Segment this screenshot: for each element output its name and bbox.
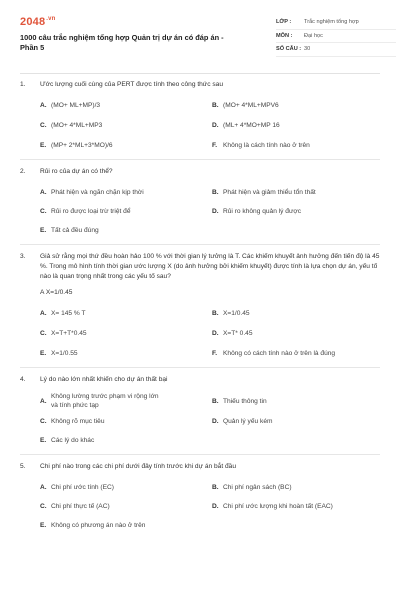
answer-option-c[interactable]: C. Không rõ mục tiêu <box>40 417 105 425</box>
answer-option-d[interactable]: D. Quản lý yếu kém <box>212 417 273 425</box>
question-number: 1. <box>20 81 26 88</box>
meta-key: LỚP : <box>276 19 292 26</box>
answer-option-b[interactable]: B. Phát hiện và giảm thiểu tổn thất <box>212 188 316 196</box>
answer-option-d[interactable]: D. Chi phí ước lượng khi hoàn tất (EAC) <box>212 502 333 510</box>
question-number: 4. <box>20 376 26 383</box>
answer-option-e[interactable]: E. (MP+ 2*ML+3*MO)/6 <box>40 141 113 149</box>
meta-row-class <box>276 16 396 30</box>
question-text: Ước lượng cuối cùng của PERT được tính theo công thức sau <box>40 81 223 88</box>
answer-options <box>40 392 380 448</box>
answer-option-d[interactable]: D. X=T* 0.45 <box>212 329 253 337</box>
meta-row-subject <box>276 30 396 44</box>
question-text: Rủi ro của dự án có thể? <box>40 168 113 175</box>
answer-option-a[interactable]: A. Chi phí ước tính (EC) <box>40 483 114 491</box>
meta-row-count <box>276 43 396 57</box>
answer-option-d[interactable]: D. Rủi ro không quản lý được <box>212 207 302 215</box>
question-number: 5. <box>20 463 26 470</box>
page-title: 1000 câu trắc nghiệm tổng hợp Quản trị dự án có đáp án - Phần 5 <box>20 33 224 52</box>
meta-value: Đại học <box>304 32 323 39</box>
answer-option-b[interactable]: B. Thiếu thông tin <box>212 397 267 405</box>
answer-option-b[interactable]: B. (MO+ 4*ML+MPV6 <box>212 101 279 109</box>
question-2 <box>20 167 380 238</box>
question-divider <box>20 244 380 245</box>
answer-options <box>40 479 380 533</box>
worksheet-header <box>20 16 380 74</box>
question-number: 2. <box>20 168 26 175</box>
answer-option-b[interactable]: B. Chi phí ngân sách (BC) <box>212 483 292 491</box>
answer-options <box>40 97 380 153</box>
site-logo[interactable]: $2048^{.vn}$ <box>20 16 56 28</box>
question-3 <box>20 252 380 361</box>
answer-option-a[interactable]: A. Không lường trước phạm vi rộng lớn và tính phức tạp <box>40 393 159 409</box>
question-divider <box>20 367 380 368</box>
question-1 <box>20 80 380 153</box>
answer-options <box>40 184 380 238</box>
answer-option-c[interactable]: C. X=T+T*0.45 <box>40 329 87 337</box>
answer-option-c[interactable]: C. Chi phí thực tế (AC) <box>40 502 110 510</box>
answer-option-a[interactable]: A. Phát hiện và ngăn chặn kịp thời <box>40 188 144 196</box>
answer-option-c[interactable]: C. (MO+ 4*ML+MP3 <box>40 121 103 129</box>
question-text: Chi phí nào trong các chi phí dưới đây tính trước khi dự án bắt đầu <box>40 463 236 470</box>
answer-option-e[interactable]: E. X=1/0.55 <box>40 349 78 357</box>
question-note: A X=1/0.45 <box>40 289 73 296</box>
question-4 <box>20 375 380 448</box>
answer-option-f[interactable]: F. Không có cách tính nào ở trên là đúng <box>212 349 336 357</box>
meta-value: Trắc nghiệm tổng hợp <box>304 19 359 26</box>
meta-key: SỐ CÂU : <box>276 46 302 53</box>
answer-option-e[interactable]: E. Tất cả đều đúng <box>40 226 99 234</box>
question-5 <box>20 462 380 533</box>
answer-options <box>40 305 380 361</box>
answer-option-e[interactable]: E. Không có phương án nào ở trên <box>40 521 146 529</box>
question-text: Lý do nào lớn nhất khiến cho dự án thất bại <box>40 376 168 383</box>
worksheet-meta <box>276 16 396 57</box>
meta-key: MÔN : <box>276 32 293 39</box>
answer-option-b[interactable]: B. X=1/0.45 <box>212 309 250 317</box>
question-number: 3. <box>20 253 26 260</box>
question-divider <box>20 159 380 160</box>
answer-option-a[interactable]: A. X= 145 % T <box>40 309 86 317</box>
answer-option-c[interactable]: C. Rủi ro được loại trừ triệt để <box>40 207 131 215</box>
question-list <box>20 80 380 533</box>
answer-option-e[interactable]: E. Các lý do khác <box>40 436 95 444</box>
answer-option-d[interactable]: D. (ML+ 4*MO+MP 16 <box>212 121 280 129</box>
answer-option-a[interactable]: A. (MO+ ML+MP)/3 <box>40 101 101 109</box>
answer-option-f[interactable]: F. Không là cách tính nào ở trên <box>212 141 310 149</box>
question-text: Giả sử rằng mọi thứ đều hoàn hảo 100 % với thời gian lý tưởng là T. Các khiếm khuyết ảnh hưởng đến tiến độ là 45 %. Trong mô hình tính thời gian ước lượng X (do ảnh hưởng bởi khiếm khuyết) được tính là lựa chọn dự án, yếu tố nào là quan trọng nhất trong các yếu tố sau? <box>40 253 380 280</box>
question-divider <box>20 454 380 455</box>
meta-value: 30 <box>304 46 311 53</box>
